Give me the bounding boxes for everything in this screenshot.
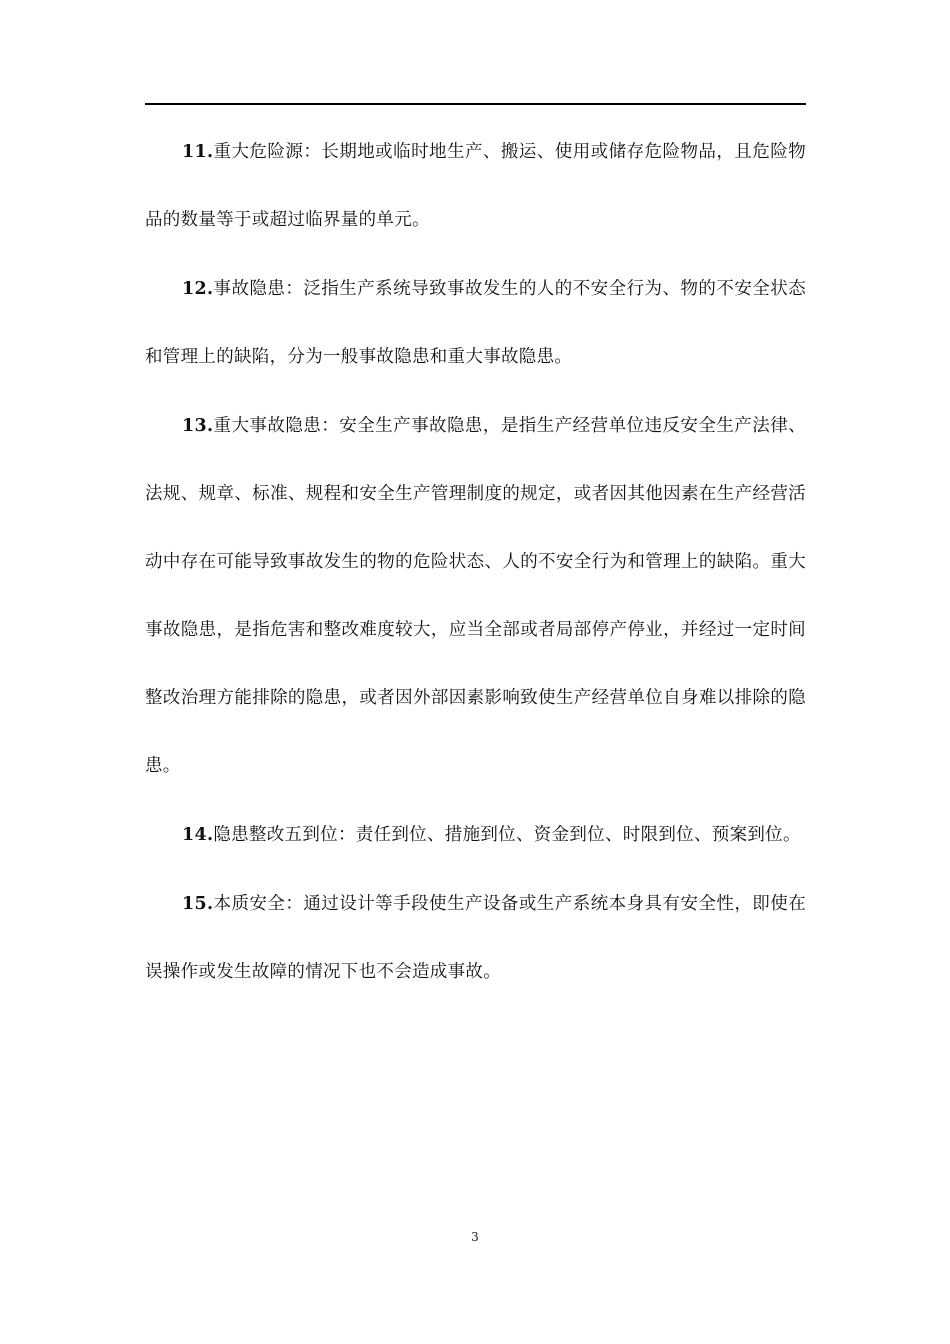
item-term: 本质安全 [213, 894, 286, 914]
item-definition: 通过设计等手段使生产设备或生产系统本身具有安全性，即使在误操作或发生故障的情况下也不会造成事故。 [145, 894, 806, 982]
item-number: 11. [182, 142, 214, 162]
header-rule [145, 103, 806, 105]
definition-paragraph-13 [145, 392, 806, 800]
item-term: 重大危险源 [213, 142, 304, 162]
item-term: 事故隐患 [213, 279, 286, 299]
item-definition: 长期地或临时地生产、搬运、使用或储存危险物品，且危险物品的数量等于或超过临界量的单元。 [145, 142, 806, 230]
item-definition: 责任到位、措施到位、资金到位、时限到位、预案到位。 [355, 825, 801, 845]
item-number: 13. [182, 416, 214, 436]
item-definition: 泛指生产系统导致事故发生的人的不安全行为、物的不安全状态和管理上的缺陷，分为一般事故隐患和重大事故隐患。 [145, 279, 806, 367]
item-separator: ： [303, 142, 322, 162]
item-number: 12. [182, 279, 214, 299]
item-separator: ： [285, 279, 304, 299]
item-term: 重大事故隐患 [213, 416, 322, 436]
item-separator: ： [285, 894, 304, 914]
item-definition: 安全生产事故隐患，是指生产经营单位违反安全生产法律、法规、规章、标准、规程和安全生产管理制度的规定，或者因其他因素在生产经营活动中存在可能导致事故发生的物的危险状态、人的不安全行为和管理上的缺陷。重大事故隐患，是指危害和整改难度较大，应当全部或者局部停产停业，并经过一定时间整改治理方能排除的隐患，或者因外部因素影响致使生产经营单位自身难以排除的隐患。 [145, 416, 806, 776]
definition-paragraph-15 [145, 870, 806, 1006]
definition-paragraph-14 [145, 801, 806, 869]
item-term: 隐患整改五到位 [213, 825, 338, 845]
page-number: 3 [471, 1230, 479, 1244]
item-number: 14. [182, 825, 214, 845]
definition-paragraph-11 [145, 118, 806, 254]
document-body [145, 118, 806, 1006]
definition-paragraph-12 [145, 255, 806, 391]
item-separator: ： [321, 416, 340, 436]
item-number: 15. [182, 894, 214, 914]
item-separator: ： [337, 825, 356, 845]
